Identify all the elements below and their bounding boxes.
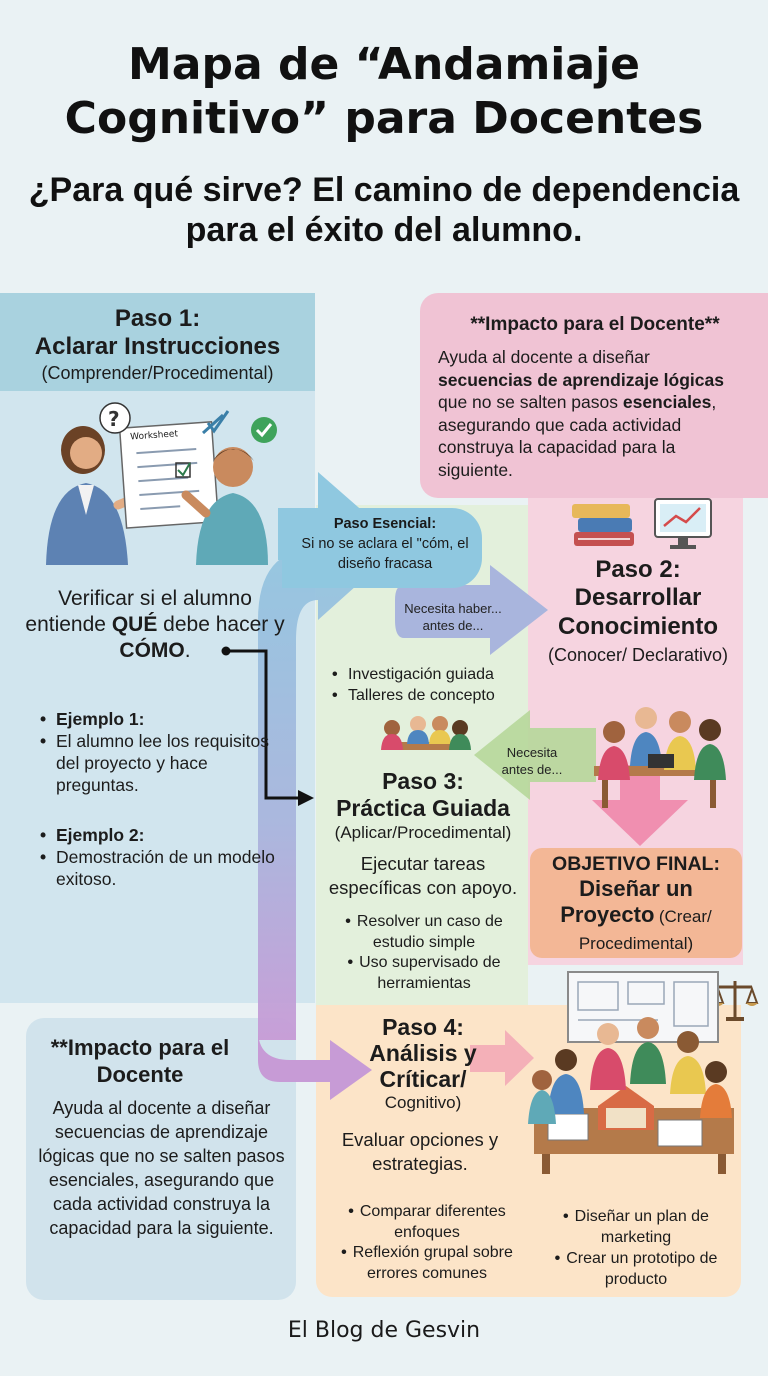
- step4-description: Evaluar opciones y estrategias.: [341, 1129, 499, 1174]
- monitor-chart-icon: [652, 496, 714, 552]
- final-label: OBJETIVO FINAL:: [552, 853, 720, 875]
- essential-description: Si no se aclara el "cóm, el diseño fracasa: [301, 536, 469, 572]
- teacher-student-illustration: [28, 395, 288, 565]
- arrow-label-1: Necesita haber... antes de...: [404, 601, 502, 633]
- worksheet-label: Worksheet: [129, 429, 179, 443]
- step3-bullets: [326, 912, 522, 994]
- example1-text: • El alumno lee los requisitos del proyecto y hace preguntas.: [38, 730, 278, 796]
- final-bullets: [546, 1206, 726, 1290]
- step3-description: Ejecutar tareas específicas con apoyo.: [328, 853, 518, 898]
- impact-bottom-text: Ayuda al docente a diseñar secuencias de aprendizaje lógicas que no se salten pasos esenciales, asegurando que cada actividad construya la capacidad para la siguiente.: [38, 1098, 285, 1238]
- question-mark-icon: [100, 403, 130, 433]
- step4-title: [318, 1014, 528, 1114]
- step4-type: Cognitivo): [384, 1093, 462, 1112]
- step4-bullets: [326, 1202, 528, 1284]
- step3-bullet-1: • Resolver un caso de estudio simple: [326, 912, 522, 953]
- checkmark-icon: [251, 417, 277, 443]
- final-title-1: Diseñar un: [579, 876, 693, 901]
- step1-name: Aclarar Instrucciones: [34, 333, 281, 360]
- svg-text:?: ?: [108, 407, 120, 431]
- arrow-label-2: Necesita antes de...: [501, 745, 563, 777]
- impact-top-title: **Impacto para el Docente**: [470, 314, 720, 335]
- essential-text: [280, 514, 490, 574]
- page-title: Mapa de “Andamiaje Cognitivo” para Docentes: [64, 39, 704, 144]
- page-subtitle: ¿Para qué sirve? El camino de dependencia para el éxito del alumno.: [28, 171, 740, 249]
- study-group-illustration: [584, 700, 734, 810]
- step2-bullet-1: • Investigación guiada: [330, 664, 530, 685]
- step2-bullet-2: • Talleres de concepto: [330, 685, 530, 706]
- step4-number: Paso 4:: [382, 1014, 464, 1040]
- step2-name: Desarrollar Conocimiento: [558, 584, 718, 640]
- impact-top-text: Ayuda al docente a diseñar secuencias de aprendizaje lógicas que no se salten pasos esenciales, asegurando que cada actividad construya la capacidad para la siguiente.: [438, 347, 724, 480]
- step3-number: Paso 3:: [382, 768, 464, 794]
- step3-title: [318, 768, 528, 844]
- step1-title: [0, 305, 315, 385]
- step2-type: (Conocer/ Declarativo): [547, 645, 729, 665]
- step2-number: Paso 2:: [595, 556, 681, 583]
- step4-bullet-2: • Reflexión grupal sobre errores comunes: [326, 1243, 528, 1284]
- step1-description: Verificar si el alumno entiende QUÉ debe hacer y CÓMO.: [25, 587, 285, 662]
- step3-bullet-2: • Uso supervisado de herramientas: [326, 953, 522, 994]
- example2-text: • Demostración de un modelo exitoso.: [38, 846, 278, 890]
- example2-label: • Ejemplo 2:: [38, 824, 278, 846]
- books-icon: [570, 498, 638, 550]
- step3-name: Práctica Guiada: [336, 795, 510, 821]
- final-objective: [530, 852, 742, 958]
- step2-bullets: [330, 664, 530, 706]
- final-bullet-1: • Diseñar un plan de marketing: [546, 1206, 726, 1248]
- step1-type: (Comprender/Procedimental): [41, 363, 274, 383]
- step4-name: Análisis y Críticar/: [369, 1040, 477, 1092]
- step3-type: (Aplicar/Procedimental): [334, 823, 512, 842]
- step1-example-2: [38, 824, 278, 890]
- impact-bottom-title: **Impacto para el Docente: [50, 1035, 230, 1087]
- essential-title: Paso Esencial:: [333, 516, 437, 532]
- practice-group-illustration: [376, 714, 472, 762]
- step1-example-1: [38, 708, 278, 796]
- final-title-2: Proyecto: [560, 902, 655, 927]
- step1-number: Paso 1:: [114, 305, 201, 332]
- step4-bullet-1: • Comparar diferentes enfoques: [326, 1202, 528, 1243]
- project-design-illustration: [528, 968, 740, 1178]
- step2-title: [538, 556, 738, 667]
- footer-credit: El Blog de Gesvin: [287, 1318, 481, 1343]
- final-type: (Crear/ Procedimental): [578, 907, 712, 953]
- final-bullet-2: • Crear un prototipo de producto: [546, 1248, 726, 1290]
- example1-label: • Ejemplo 1:: [38, 708, 278, 730]
